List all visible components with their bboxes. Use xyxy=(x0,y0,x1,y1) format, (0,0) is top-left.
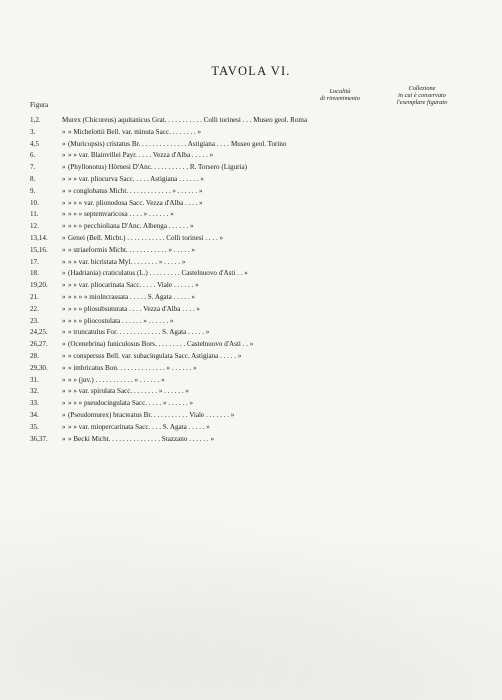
ditto-mark: » xyxy=(62,222,66,231)
ditto-mark: » xyxy=(62,316,66,325)
figure-number: 22. xyxy=(30,304,39,313)
species-entry: » Becki Micht. . . . . . . . . . . . . . . Stazzano . . . . . . » xyxy=(68,434,214,443)
ditto-mark: » xyxy=(62,410,66,419)
ditto-mark: » xyxy=(62,257,66,266)
ditto-mark: » xyxy=(62,351,66,360)
list-item xyxy=(0,386,502,398)
ditto-mark: » xyxy=(62,399,66,408)
figure-number: 8. xyxy=(30,174,36,183)
figure-number: 10. xyxy=(30,198,39,207)
localita-header xyxy=(300,88,380,102)
figure-number: 31. xyxy=(30,375,39,384)
figure-number: 34. xyxy=(30,410,39,419)
ditto-mark: » xyxy=(62,198,66,207)
figure-number: 4,5 xyxy=(30,139,39,148)
figure-number: 3. xyxy=(30,127,36,136)
collezione-header xyxy=(372,85,472,106)
ditto-mark: » xyxy=(62,387,66,396)
list-item xyxy=(0,257,502,269)
species-entry: (Ocenebrina) funiculosus Bors. . . . . . . . . Castelnuovo d'Asti . . » xyxy=(68,340,254,349)
figure-number: 1,2. xyxy=(30,116,41,124)
list-item xyxy=(0,434,502,446)
species-entry: » » » pecchioliana D'Anc. Albenga . . . . . . » xyxy=(68,222,194,231)
list-item xyxy=(0,327,502,339)
figure-number: 13,14. xyxy=(30,233,48,242)
list-item xyxy=(0,280,502,292)
species-entry: (Phyllonotus) Hörnesi D'Anc. . . . . . . . . . . R. Torsero (Liguria) xyxy=(68,163,247,172)
ditto-mark: » xyxy=(62,292,66,301)
list-item xyxy=(0,233,502,245)
figure-number: 23. xyxy=(30,316,39,325)
figure-number: 12. xyxy=(30,222,39,231)
species-entry: » » » var. plionodosa Sacc. Vezza d'Alba . . . . » xyxy=(68,198,203,207)
species-entry: » » » pliocostulata . . . . . . » . . . . . . » xyxy=(68,316,174,325)
list-item xyxy=(0,410,502,422)
ditto-mark: » xyxy=(62,174,66,183)
figure-number: 7. xyxy=(30,163,36,172)
species-entry: » » var. Blainvillei Payr. . . . . Vezza d'Alba . . . . . » xyxy=(68,151,214,160)
species-entry: » » » septemvaricosa . . . . » . . . . . . » xyxy=(68,210,174,219)
collezione-header-line1: Collezione xyxy=(408,85,436,92)
list-item xyxy=(0,304,502,316)
ditto-mark: » xyxy=(62,233,66,242)
species-entry: » » var. miopercarinata Sacc. . . . S. Agata . . . . . » xyxy=(68,422,210,431)
species-entry: » conspersus Bell. var. subacingulata Sacc. Astigiana . . . . . » xyxy=(68,351,242,360)
list-item xyxy=(0,139,502,151)
figure-number: 33. xyxy=(30,399,39,408)
plate-title: TAVOLA VI. xyxy=(211,64,291,78)
list-item xyxy=(0,127,502,139)
ditto-mark: » xyxy=(62,210,66,219)
species-entry: » » var. bicristata Myl. . . . . . . . » . . . . . » xyxy=(68,257,186,266)
figure-number: 18. xyxy=(30,269,39,278)
list-item xyxy=(0,422,502,434)
figure-number: 35. xyxy=(30,422,39,431)
ditto-mark: » xyxy=(62,163,66,172)
localita-header-line2: di rinvenimento xyxy=(320,95,360,102)
figure-number: 32. xyxy=(30,387,39,396)
species-entry: » conglobatus Micht. . . . . . . . . . . . . » . . . . . . » xyxy=(68,186,203,195)
list-item xyxy=(0,186,502,198)
list-item xyxy=(0,375,502,387)
figure-number: 21. xyxy=(30,292,39,301)
species-entry: » » var. pliocarinata Sacc. . . . . Viale . . . . . . » xyxy=(68,281,199,290)
ditto-mark: » xyxy=(62,304,66,313)
list-item xyxy=(0,150,502,162)
list-item xyxy=(0,198,502,210)
list-item xyxy=(0,209,502,221)
figure-number: 36,37. xyxy=(30,434,48,443)
paper-stain xyxy=(0,470,502,700)
ditto-mark: » xyxy=(62,269,66,278)
ditto-mark: » xyxy=(62,127,66,136)
figure-number: 26,27. xyxy=(30,340,48,349)
list-item xyxy=(0,174,502,186)
species-entry: » » » pseudocingulata Sacc. . . . . » . . . . . . » xyxy=(68,399,194,408)
species-entry: » » » pliosubsuturata . . . . Vezza d'Alba . . . . » xyxy=(68,304,200,313)
ditto-mark: » xyxy=(62,139,66,148)
ditto-mark: » xyxy=(62,151,66,160)
species-entry: » » var. pliocurva Sacc. . . . . Astigiana . . . . . . » xyxy=(68,174,204,183)
ditto-mark: » xyxy=(62,422,66,431)
list-item xyxy=(0,316,502,328)
species-entry: (Pseudomurex) bracteatus Br. . . . . . . . . . . Viale . . . . . . . » xyxy=(68,410,235,419)
figure-number: 28. xyxy=(30,351,39,360)
figure-number: 19,20. xyxy=(30,281,48,290)
figure-number: 24,25. xyxy=(30,328,48,337)
list-item xyxy=(0,292,502,304)
figure-number: 11. xyxy=(30,210,39,219)
figure-number: 17. xyxy=(30,257,39,266)
species-entry: » » » » miolncrassata . . . . . S. Agata . . . . . » xyxy=(68,292,195,301)
figure-number: 6. xyxy=(30,151,36,160)
ditto-mark: » xyxy=(62,363,66,372)
figure-number: 29,30. xyxy=(30,363,48,372)
list-item xyxy=(0,351,502,363)
list-item xyxy=(0,398,502,410)
figure-number: 9. xyxy=(30,186,36,195)
species-list xyxy=(0,115,502,445)
collezione-header-line2: in cui è conservato xyxy=(398,92,446,99)
localita-header-line1: Località xyxy=(329,88,351,95)
list-item xyxy=(0,268,502,280)
species-entry: » truncatulus For. . . . . . . . . . . . . S. Agata . . . . . » xyxy=(68,328,210,337)
list-item xyxy=(0,245,502,257)
species-entry: » » (juv.) . . . . . . . . . . . » . . . . . . » xyxy=(68,375,165,384)
figura-header: Figura xyxy=(30,101,49,109)
species-entry: » » var. spirulata Sacc. . . . . . . . » . . . . . . » xyxy=(68,387,189,396)
list-item xyxy=(0,221,502,233)
figure-number: 15,16. xyxy=(30,245,48,254)
species-entry: » striaeformis Micht. . . . . . . . . . . . » . . . . . » xyxy=(68,245,196,254)
ditto-mark: » xyxy=(62,328,66,337)
list-item xyxy=(0,162,502,174)
list-item xyxy=(0,115,502,127)
species-entry: Murex (Chicoreus) aquitanicus Grat. . . . . . . . . . . Colli torinesi . . . Museo geol. Roma xyxy=(62,116,308,124)
ditto-mark: » xyxy=(62,340,66,349)
list-item xyxy=(0,363,502,375)
species-entry: Genei (Bell. Micht.) . . . . . . . . . . . Colli torinesi . . . . » xyxy=(68,233,224,242)
list-item xyxy=(0,339,502,351)
species-entry: (Muricopsis) cristatus Br. . . . . . . . . . . . . . Astigiana . . . . Museo geol. Torino xyxy=(68,139,287,148)
species-entry: » Michelottii Bell. var. minuta Sacc. . . . . . . . » xyxy=(68,127,201,136)
ditto-mark: » xyxy=(62,245,66,254)
collezione-header-line3: l'esemplare figurato xyxy=(396,99,448,106)
ditto-mark: » xyxy=(62,375,66,384)
species-entry: (Hadriania) craticulatus (L.) . . . . . . . . . Castelnuovo d'Asti . . » xyxy=(68,269,248,278)
species-entry: » imbricatus Bon. . . . . . . . . . . . . . » . . . . . . » xyxy=(68,363,197,372)
ditto-mark: » xyxy=(62,281,66,290)
ditto-mark: » xyxy=(62,434,66,443)
ditto-mark: » xyxy=(62,186,66,195)
